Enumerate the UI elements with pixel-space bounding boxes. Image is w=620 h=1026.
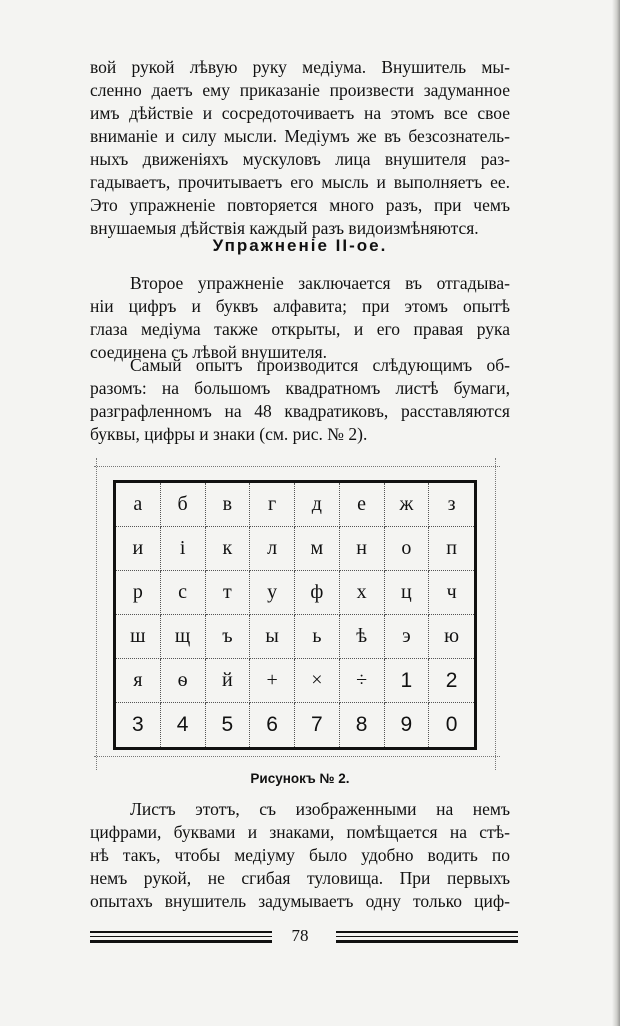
- text-line: вниманіе и силу мысли. Медіумъ же въ безсознатель-: [90, 126, 510, 146]
- grid-cell: щ: [161, 615, 206, 659]
- paragraph-4: [90, 798, 510, 913]
- paragraph-1: [90, 56, 510, 240]
- figure-2: [88, 458, 506, 778]
- figure-caption: Рисунокъ № 2.: [250, 771, 350, 786]
- grid-cell: л: [250, 527, 295, 571]
- alphabet-grid: [113, 480, 477, 750]
- grid-cell: м: [295, 527, 340, 571]
- grid-cell: х: [340, 571, 385, 615]
- grid-cell: р: [116, 571, 161, 615]
- text-line: имъ дѣйствіе и сосредоточиваетъ на этомъ все свое: [90, 103, 510, 123]
- text-line: Второе упражненіе заключается въ отгадыва-: [130, 273, 510, 293]
- grid-cell: 7: [295, 703, 340, 747]
- text-line: сленно даетъ ему приказаніе произвести задуманное: [90, 80, 510, 100]
- grid-cell: и: [116, 527, 161, 571]
- grid-cell: ю: [429, 615, 474, 659]
- grid-cell: т: [206, 571, 251, 615]
- grid-cell: ж: [385, 483, 430, 527]
- grid-cell: ÷: [340, 659, 385, 703]
- page-edge-shadow: [612, 0, 620, 1026]
- text-line: глаза медіума также открыты, и его правая рука: [90, 319, 510, 339]
- crop-guide: [495, 458, 496, 770]
- grid-cell: й: [206, 659, 251, 703]
- grid-cell: 6: [250, 703, 295, 747]
- text-line: опытахъ внушитель задумываетъ одну только циф-: [90, 891, 510, 911]
- paragraph-3: [90, 354, 510, 446]
- text-line: Самый опытъ производится слѣдующимъ об-: [130, 355, 510, 375]
- text-line: гадываетъ, прочитываетъ его мысль и выполняетъ ее.: [90, 172, 510, 192]
- page-number: 78: [291, 926, 309, 945]
- grid-cell: 5: [206, 703, 251, 747]
- grid-cell: н: [340, 527, 385, 571]
- footer-rule-left: [90, 931, 272, 943]
- text-line: ніи цифръ и буквъ алфавита; при этомъ опытѣ: [90, 296, 510, 316]
- grid-cell: б: [161, 483, 206, 527]
- grid-cell: ц: [385, 571, 430, 615]
- grid-cell: в: [206, 483, 251, 527]
- grid-cell: е: [340, 483, 385, 527]
- grid-cell: 9: [385, 703, 430, 747]
- text-line: вой рукой лѣвую руку медіума. Внушитель мы-: [90, 57, 510, 77]
- grid-cell: п: [429, 527, 474, 571]
- crop-guide: [94, 466, 500, 467]
- grid-cell: ь: [295, 615, 340, 659]
- grid-cell: 3: [116, 703, 161, 747]
- grid-cell: ф: [295, 571, 340, 615]
- grid-cell: о: [385, 527, 430, 571]
- text-line: цифрами, буквами и знаками, помѣщается на стѣ-: [90, 822, 510, 842]
- text-line: Листъ этотъ, съ изображенными на немъ: [130, 799, 510, 819]
- grid-cell: с: [161, 571, 206, 615]
- grid-cell: 1: [385, 659, 430, 703]
- grid-cell: у: [250, 571, 295, 615]
- grid-cell: 2: [429, 659, 474, 703]
- grid-cell: ъ: [206, 615, 251, 659]
- text-line: буквы, цифры и знаки (см. рис. № 2).: [90, 424, 368, 444]
- text-line: разграфленномъ на 48 квадратиковъ, расставляются: [90, 401, 510, 421]
- grid-cell: г: [250, 483, 295, 527]
- text-line: соединена съ лѣвой внушителя.: [90, 342, 328, 362]
- grid-cell: д: [295, 483, 340, 527]
- grid-cell: і: [161, 527, 206, 571]
- section-heading: Упражненіе II-ое.: [212, 236, 388, 255]
- text-line: ныхъ движеніяхъ мускуловъ лица внушителя раз-: [90, 149, 510, 169]
- paragraph-2: [90, 272, 510, 364]
- grid-cell: ѣ: [340, 615, 385, 659]
- grid-cell: ч: [429, 571, 474, 615]
- grid-cell: 0: [445, 713, 458, 736]
- text-line: немъ рукой, не сгибая туловища. При первыхъ: [90, 868, 510, 888]
- footer-rule-right: [336, 931, 518, 943]
- crop-guide: [96, 458, 97, 770]
- grid-cell: +: [250, 659, 295, 703]
- text-line: Это упражненіе повторяется много разъ, при чемъ: [90, 195, 510, 215]
- grid-cell: ш: [116, 615, 161, 659]
- grid-cell: к: [206, 527, 251, 571]
- text-line: разомъ: на большомъ квадратномъ листѣ бумаги,: [90, 378, 510, 398]
- grid-cell: ×: [295, 659, 340, 703]
- crop-guide: [94, 756, 500, 757]
- text-line: нѣ такъ, чтобы медіуму было удобно водить по: [90, 845, 510, 865]
- grid-cell: з: [429, 483, 474, 527]
- grid-cell: э: [385, 615, 430, 659]
- grid-cell: 4: [161, 703, 206, 747]
- grid-cell: 8: [340, 703, 385, 747]
- text-line: внушаемыя дѣйствія каждый разъ видоизмѣняются.: [90, 218, 479, 238]
- grid-cell: ы: [250, 615, 295, 659]
- grid-cell: я: [116, 659, 161, 703]
- grid-cell: а: [116, 483, 161, 527]
- grid-cell: ѳ: [161, 659, 206, 703]
